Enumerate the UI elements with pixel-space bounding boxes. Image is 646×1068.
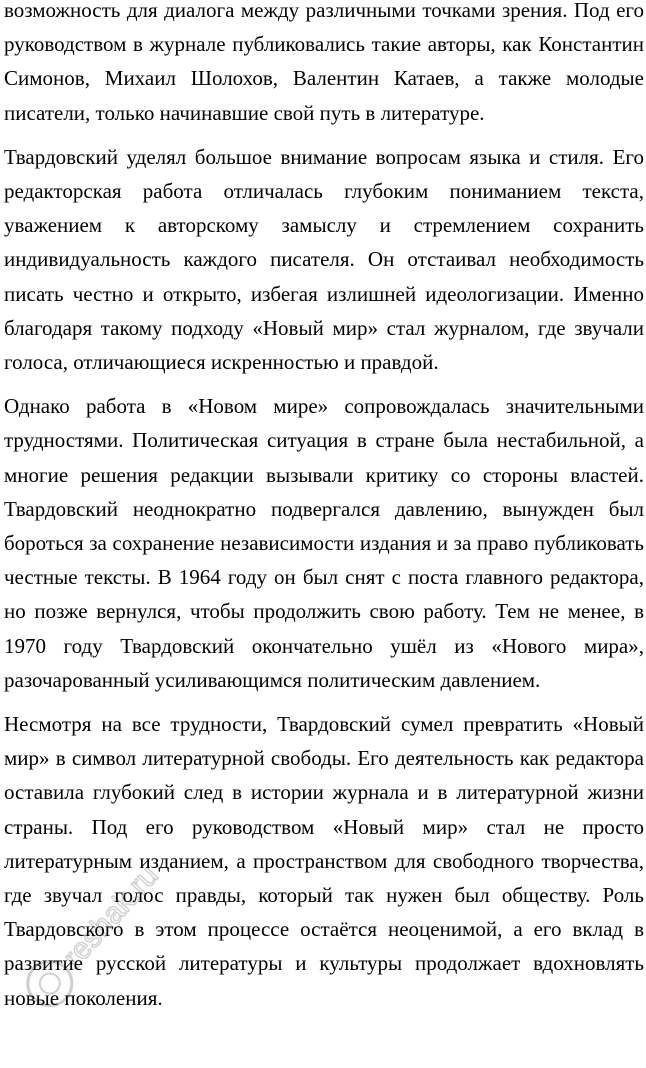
document-body <box>4 0 644 1025</box>
paragraph-4: Несмотря на все трудности, Твардовский сумел превратить «Новый мир» в символ литературной свободы. Его деятельность как редактора оставила глубокий след в истории журнала и в литературной жизни страны. Под его руководством «Новый мир» стал не просто литературным изданием, а пространством для свободного творчества, где звучал голос правды, который так нужен был обществу. Роль Твардовского в этом процессе остаётся неоценимой, а его вклад в развитие русской литературы и культуры продолжает вдохновлять новые поколения. <box>4 712 644 1010</box>
paragraph-3: Однако работа в «Новом мире» сопровождалась значительными трудностями. Политическая ситуация в стране была нестабильной, а многие решения редакции вызывали критику со стороны властей. Твардовский неоднократно подвергался давлению, вынужден был бороться за сохранение независимости издания и за право публиковать честные тексты. В 1964 году он был снят с поста главного редактора, но позже вернулся, чтобы продолжить свою работу. Тем не менее, в 1970 году Твардовский окончательно ушёл из «Нового мира», разочарованный усиливающимся политическим давлением. <box>4 394 644 692</box>
svg-text:reshak.ru: reshak.ru <box>56 859 165 975</box>
paragraph-2: Твардовский уделял большое внимание вопросам языка и стиля. Его редакторская работа отличалась глубоким пониманием текста, уважением к авторскому замыслу и стремлением сохранить индивидуальность каждого писателя. Он отстаивал необходимость писать честно и открыто, избегая излишней идеологизации. Именно благодаря такому подходу «Новый мир» стал журналом, где звучали голоса, отличающиеся искренностью и правдой. <box>4 144 644 375</box>
paragraph-1: возможность для диалога между различными точками зрения. Под его руководством в журнале публиковались такие авторы, как Константин Симонов, Михаил Шолохов, Валентин Катаев, а также молодые писатели, только начинавшие свой путь в литературе. <box>4 0 644 125</box>
